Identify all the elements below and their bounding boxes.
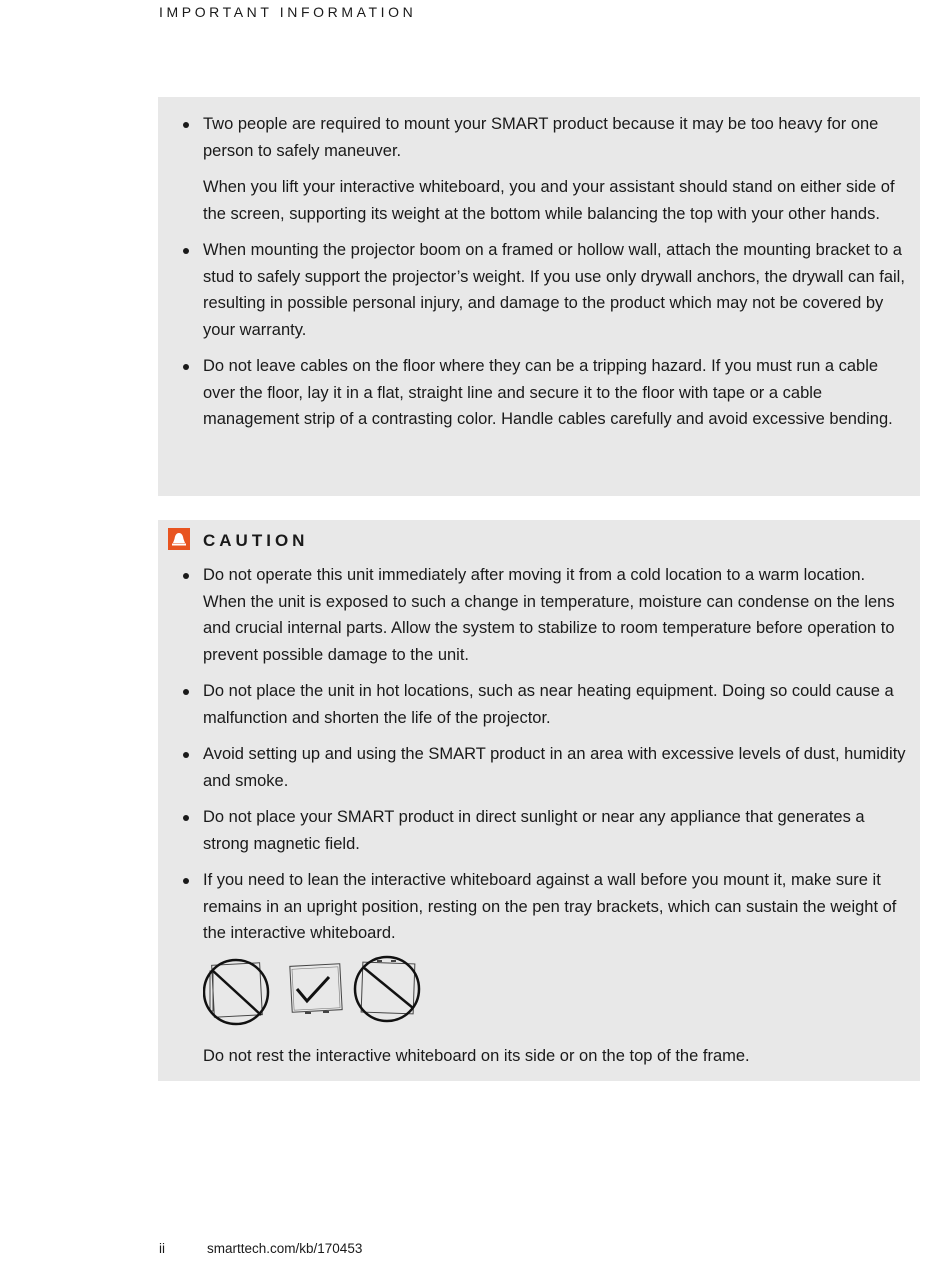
- bullet-icon: [183, 689, 189, 695]
- list-item: [158, 562, 910, 668]
- bullet-icon: [183, 878, 189, 884]
- list-item: [158, 111, 910, 227]
- list-item-text: Do not place the unit in hot locations, such as near heating equipment. Doing so could cause a malfunction and shorten the life of the projector.: [203, 682, 894, 727]
- list-item-text: If you need to lean the interactive whiteboard against a wall before you mount it, make sure it remains in an upright position, resting on the pen tray brackets, which can sustain the weight of the interactive whiteboard.: [203, 871, 897, 942]
- list-item: [158, 741, 910, 794]
- list-item-text: Do not place your SMART product in direct sunlight or near any appliance that generates a strong magnetic field.: [203, 808, 865, 853]
- bullet-icon: [183, 815, 189, 821]
- list-item: [158, 867, 910, 947]
- list-item-text: Do not operate this unit immediately after moving it from a cold location to a warm location. When the unit is exposed to such a change in temperature, moisture can condense on the lens and crucial internal parts. Allow the system to stabilize to room temperature before operation to prevent possible damage to the unit.: [203, 566, 895, 664]
- caution-title: CAUTION: [203, 531, 309, 550]
- list-item-text: Do not leave cables on the floor where they can be a tripping hazard. If you must run a cable over the floor, lay it in a flat, straight line and secure it to the floor with tape or a cable management strip of a contrasting color. Handle cables carefully and avoid excessive bending.: [203, 357, 893, 428]
- list-item-text: Two people are required to mount your SMART product because it may be too heavy for one person to safely maneuver.: [203, 115, 879, 160]
- whiteboard-pictograms: [203, 957, 910, 1031]
- list-item: [158, 804, 910, 857]
- bullet-icon: [183, 364, 189, 370]
- list-item: [158, 678, 910, 731]
- list-item: [158, 237, 910, 343]
- caution-heading: [158, 528, 910, 558]
- list-item-text: When mounting the projector boom on a framed or hollow wall, attach the mounting bracket to a stud to safely support the projector’s weight. If you use only drywall anchors, the drywall can fail, resulting in possible personal injury, and damage to the product which may not be covered by your warranty.: [203, 241, 905, 339]
- list-item-subparagraph: When you lift your interactive whiteboard, you and your assistant should stand on either side of the screen, supporting its weight at the bottom while balancing the top with your other hands.: [203, 178, 895, 223]
- bullet-icon: [183, 573, 189, 579]
- top-rest-prohibited-icon: [353, 953, 423, 1025]
- running-header: IMPORTANT INFORMATION: [159, 4, 417, 20]
- list-item: [158, 353, 910, 433]
- warning-panel: [158, 97, 920, 496]
- side-rest-prohibited-icon: [203, 957, 271, 1027]
- caution-icon: [168, 528, 190, 550]
- caution-panel: [158, 520, 920, 1081]
- pictogram-caption: Do not rest the interactive whiteboard on its side or on the top of the frame.: [203, 1046, 750, 1065]
- bullet-icon: [183, 122, 189, 128]
- caution-list: [158, 562, 910, 947]
- bullet-icon: [183, 248, 189, 254]
- list-item-text: Avoid setting up and using the SMART product in an area with excessive levels of dust, humidity and smoke.: [203, 745, 906, 790]
- upright-ok-icon: [287, 957, 347, 1019]
- bullet-icon: [183, 752, 189, 758]
- footer-link[interactable]: smarttech.com/kb/170453: [207, 1241, 363, 1256]
- warning-list: [158, 111, 910, 433]
- page-number: ii: [159, 1241, 165, 1256]
